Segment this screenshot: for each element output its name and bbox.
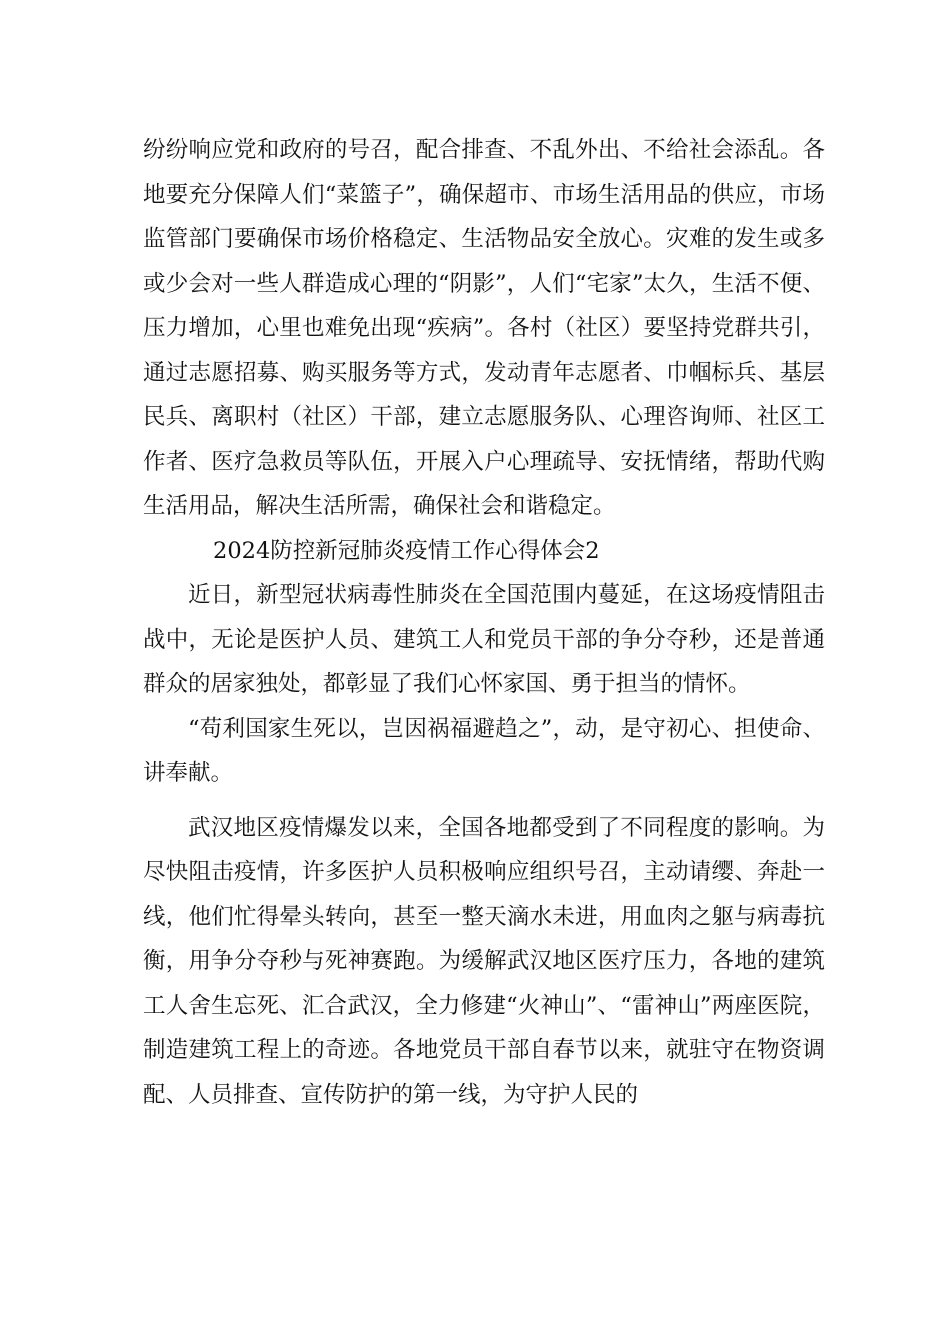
- paragraph-wuhan: 武汉地区疫情爆发以来，全国各地都受到了不同程度的影响。为尽快阻击疫情，许多医护人员积极响应组织号召，主动请缨、奔赴一线，他们忙得晕头转向，甚至一整天滴水未进，用血肉之躯与病毒抗衡，用争分夺秒与死神赛跑。为缓解武汉地区医疗压力，各地的建筑工人舍生忘死、汇合武汉，全力修建“火神山”、“雷神山”两座医院，制造建筑工程上的奇迹。各地党员干部自春节以来，就驻守在物资调配、人员排查、宣传防护的第一线，为守护人民的: [143, 814, 825, 1108]
- paragraph-continuation: 纷纷响应党和政府的号召，配合排查、不乱外出、不给社会添乱。各地要充分保障人们“菜篮子”，确保超市、市场生活用品的供应，市场监管部门要确保市场价格稳定、生活物品安全放心。灾难的发生或多或少会对一些人群造成心理的“阴影”，人们“宅家”太久，生活不便、压力增加，心里也难免出现“疾病”。各村（社区）要坚持党群共引，通过志愿招募、购买服务等方式，发动青年志愿者、巾帼标兵、基层民兵、离职村（社区）干部，建立志愿服务队、心理咨询师、社区工作者、医疗急救员等队伍，开展入户心理疏导、安抚情绪，帮助代购生活用品，解决生活所需，确保社会和谐稳定。: [143, 137, 825, 519]
- paragraph-intro: 近日，新型冠状病毒性肺炎在全国范围内蔓延，在这场疫情阻击战中，无论是医护人员、建筑工人和党员干部的争分夺秒，还是普通群众的居家独处，都彰显了我们心怀家国、勇于担当的情怀。: [143, 582, 825, 697]
- paragraph-quote: “苟利国家生死以，岂因祸福避趋之”，动，是守初心、担使命、讲奉献。: [143, 715, 825, 786]
- document-body: [143, 128, 825, 1117]
- section-heading: 2024防控新冠肺炎疫情工作心得体会2: [213, 537, 600, 564]
